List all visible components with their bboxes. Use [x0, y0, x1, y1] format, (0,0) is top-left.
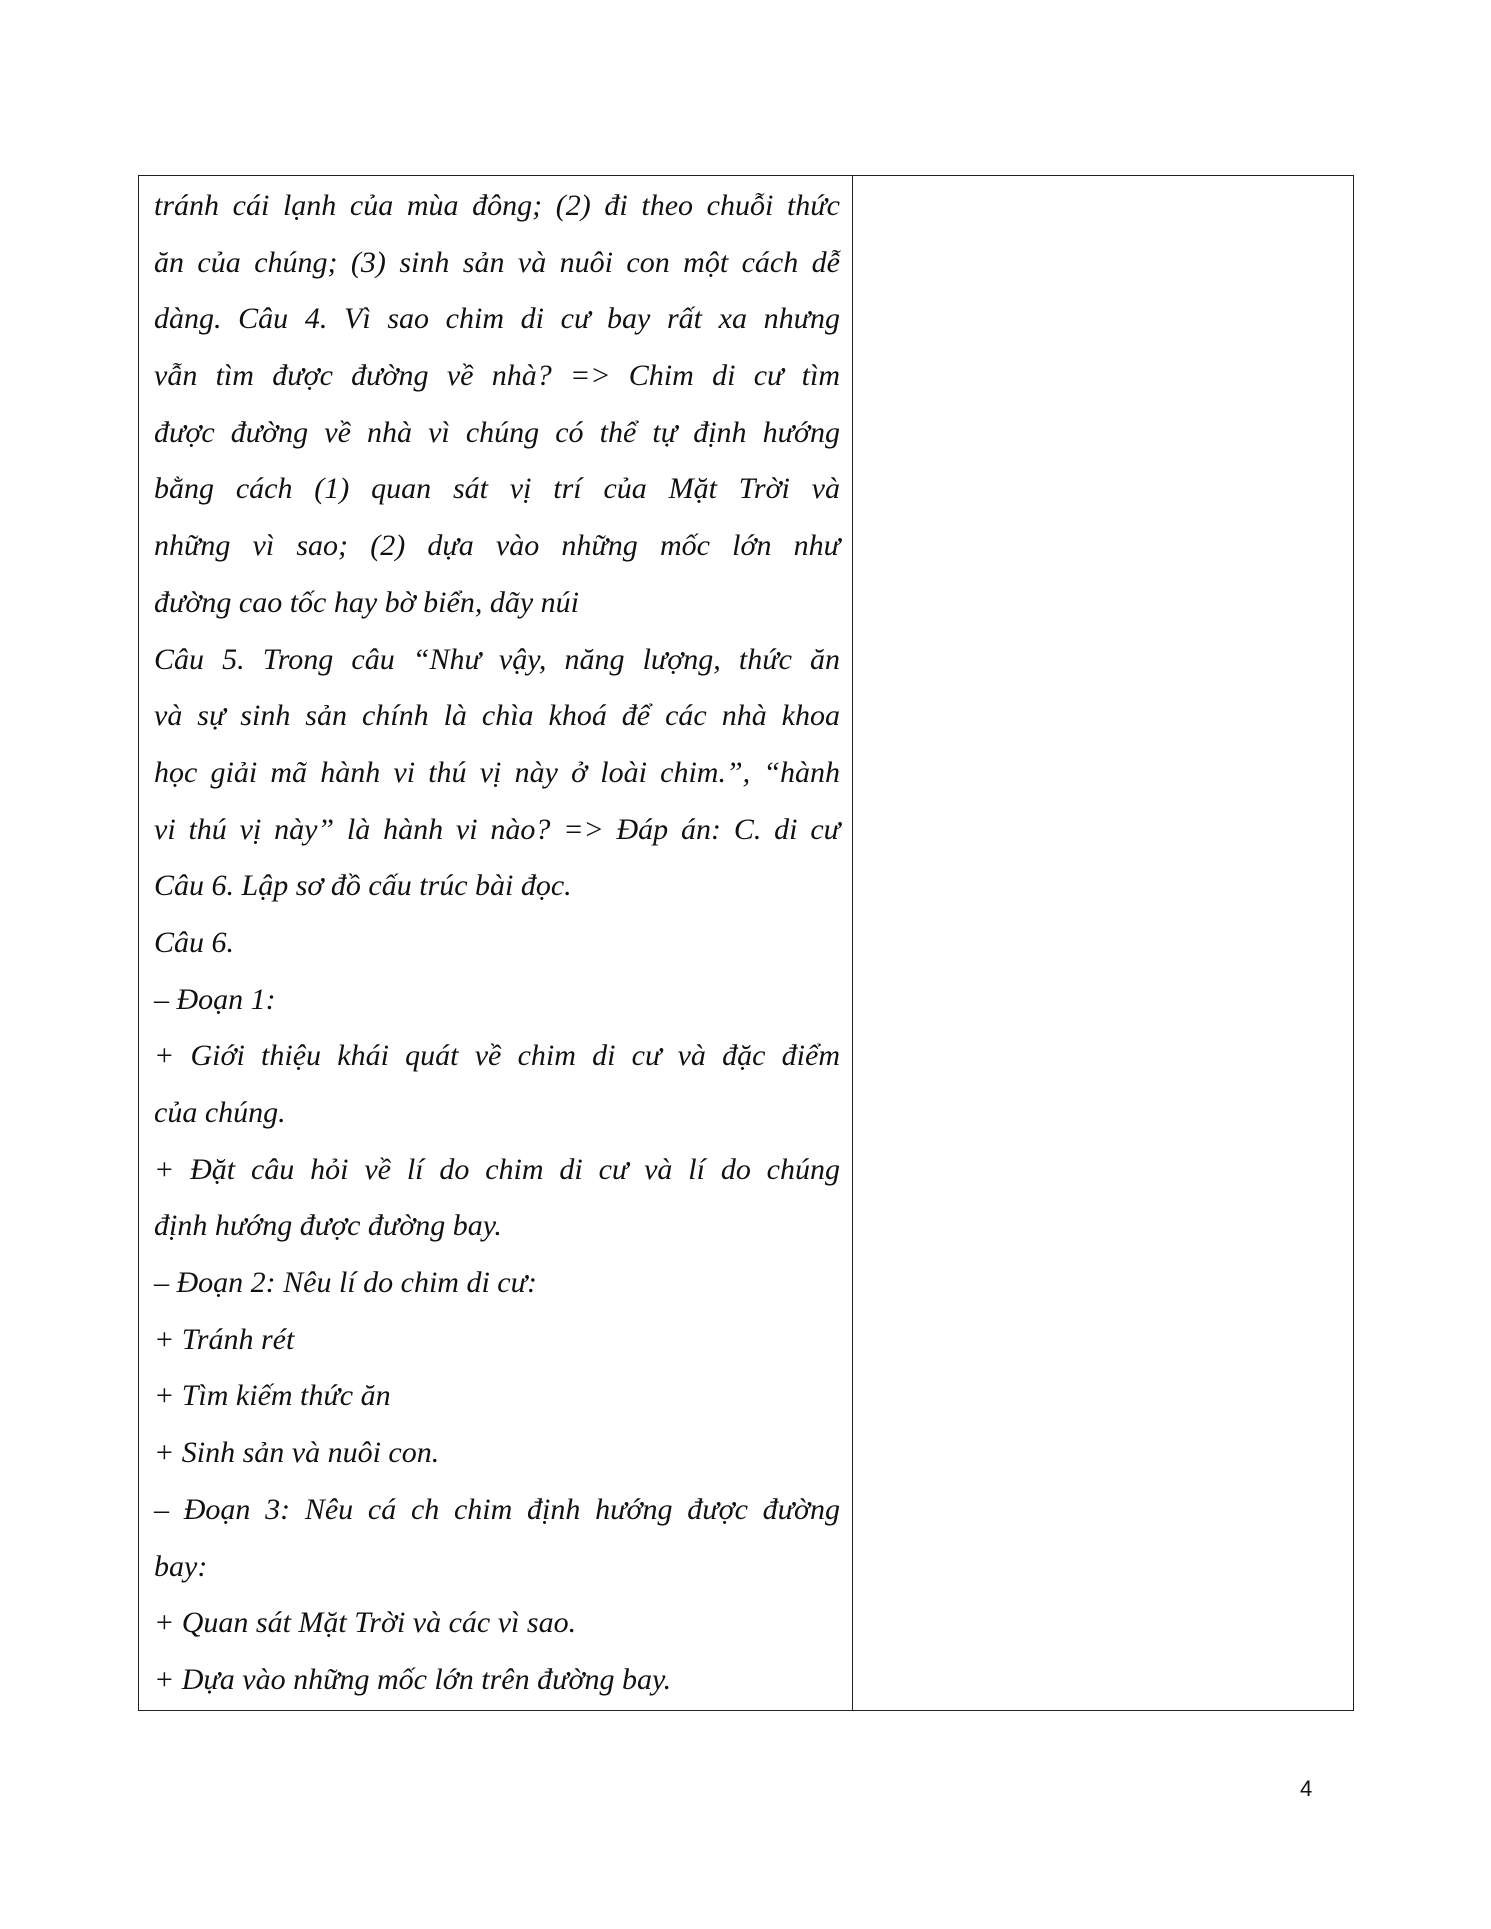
text-line: tránh cái lạnh của mùa đông; (2) đi theo chuỗi thức — [154, 189, 840, 222]
text-line: – Đoạn 2: Nêu lí do chim di cư: — [154, 1266, 537, 1300]
text-line: Câu 6. — [154, 925, 235, 959]
table-left-cell — [139, 176, 853, 1710]
text-line: những vì sao; (2) dựa vào những mốc lớn như — [154, 529, 840, 563]
text-line: của chúng. — [154, 1096, 286, 1129]
text-line: đường cao tốc hay bờ biển, dãy núi — [154, 585, 579, 619]
left-cell-text — [154, 178, 840, 1709]
text-line: Câu 6. Lập sơ đồ cấu trúc bài đọc. — [154, 869, 572, 903]
text-line: – Đoạn 3: Nêu cá ch chim định hướng được đường — [154, 1492, 840, 1526]
text-line: + Đặt câu hỏi về lí do chim di cư và lí do chúng — [154, 1152, 840, 1186]
text-line: + Tránh rét — [154, 1322, 295, 1356]
text-line: + Quan sát Mặt Trời và các vì sao. — [154, 1606, 577, 1640]
text-line: + Sinh sản và nuôi con. — [154, 1436, 440, 1470]
document-table — [138, 175, 1354, 1711]
text-line: được đường về nhà vì chúng có thể tự định hướng — [154, 415, 840, 449]
text-line: và sự sinh sản chính là chìa khoá để các nhà khoa — [154, 699, 840, 733]
text-line: học giải mã hành vi thú vị này ở loài chim.”, “hành — [154, 755, 840, 789]
table-right-cell — [853, 176, 1353, 1710]
text-line: bằng cách (1) quan sát vị trí của Mặt Trời và — [154, 472, 840, 506]
text-line: ăn của chúng; (3) sinh sản và nuôi con một cách dễ — [154, 245, 840, 279]
text-line: Câu 5. Trong câu “Như vậy, năng lượng, thức ăn — [154, 642, 840, 676]
text-line: vi thú vị này” là hành vi nào? => Đáp án: C. di cư — [154, 812, 840, 846]
page-number: 4 — [1300, 1776, 1313, 1801]
text-line: dàng. Câu 4. Vì sao chim di cư bay rất xa nhưng — [154, 302, 840, 336]
text-line: + Dựa vào những mốc lớn trên đường bay. — [154, 1662, 672, 1696]
text-line: định hướng được đường bay. — [154, 1209, 502, 1243]
text-line: – Đoạn 1: — [154, 982, 276, 1016]
text-line: bay: — [154, 1549, 208, 1583]
text-line: + Giới thiệu khái quát về chim di cư và đặc điểm — [154, 1039, 840, 1073]
text-line: vẫn tìm được đường về nhà? => Chim di cư tìm — [154, 359, 840, 393]
text-line: + Tìm kiếm thức ăn — [154, 1379, 391, 1413]
